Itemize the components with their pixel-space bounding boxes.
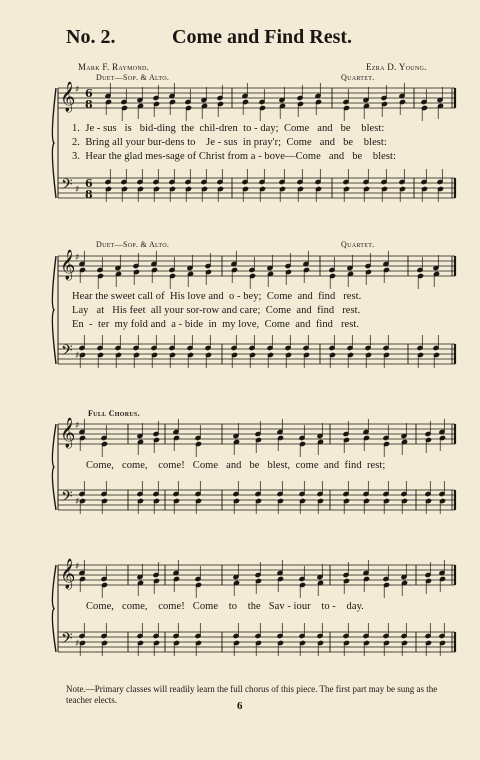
- treble-clef-icon: 𝄞: [60, 418, 76, 448]
- treble-clef-icon: 𝄞: [60, 250, 76, 280]
- bass-clef-icon: 𝄢: [61, 342, 73, 363]
- system-brace: [52, 424, 56, 510]
- time-signature: 6: [85, 177, 93, 190]
- part-label-full-chorus: Full Chorus.: [88, 409, 140, 418]
- lyric-line: 2. Bring all your bur-dens to Je - sus in pray'r; Come and be blest:: [72, 137, 387, 148]
- lyricist-credit: Mark F. Raymond.: [78, 62, 150, 72]
- time-signature: 6: [85, 87, 93, 100]
- part-label-duet: Duet—Sop. & Alto.: [96, 240, 170, 249]
- treble-clef-icon: 𝄞: [60, 559, 76, 589]
- sharp-icon: ♯: [75, 185, 80, 195]
- hymn-number: No. 2.: [66, 26, 116, 48]
- lyric-line: Come, come, come! Come to the Sav - iour to - day.: [86, 601, 364, 612]
- system-brace: [52, 256, 56, 364]
- sharp-icon: ♯: [75, 562, 80, 572]
- sharp-icon: ♯: [75, 351, 80, 361]
- lyric-line: 3. Hear the glad mes-sage of Christ from a - bove—Come and be blest:: [72, 151, 396, 162]
- composer-credit: Ezra D. Young.: [366, 62, 427, 72]
- part-label-quartet: Quartet.: [341, 240, 375, 249]
- sharp-icon: ♯: [75, 497, 80, 507]
- hymn-title: Come and Find Rest.: [172, 26, 353, 48]
- part-label-quartet: Quartet.: [341, 73, 375, 82]
- lyric-line: Come, come, come! Come and be blest, come and find rest;: [86, 460, 386, 471]
- page-number: 6: [237, 700, 243, 712]
- lyric-line: Hear the sweet call of His love and o - bey; Come and find rest.: [72, 291, 362, 302]
- sharp-icon: ♯: [75, 639, 80, 649]
- sharp-icon: ♯: [75, 421, 80, 431]
- bass-clef-icon: 𝄢: [61, 630, 73, 651]
- part-label-duet: Duet—Sop. & Alto.: [96, 73, 170, 82]
- bass-clef-icon: 𝄢: [61, 488, 73, 509]
- system-brace: [52, 565, 56, 652]
- lyric-line: Lay at His feet all your sor-row and care; Come and find rest.: [72, 305, 361, 316]
- lyric-line: 1. Je - sus is bid-ding the chil-dren to - day; Come and be blest:: [72, 123, 385, 134]
- bass-clef-icon: 𝄢: [61, 176, 73, 197]
- treble-clef-icon: 𝄞: [60, 82, 76, 112]
- sharp-icon: ♯: [75, 253, 80, 263]
- footnote: Note.—Primary classes will readily learn the full chorus of this piece. The first part may be sung as the teacher elects.: [66, 684, 438, 705]
- lyric-line: En - ter my fold and a - bide in my love, Come and find rest.: [72, 319, 360, 330]
- time-signature: 8: [85, 188, 93, 201]
- sharp-icon: ♯: [75, 85, 80, 95]
- time-signature: 8: [85, 98, 93, 111]
- system-brace: [52, 88, 56, 198]
